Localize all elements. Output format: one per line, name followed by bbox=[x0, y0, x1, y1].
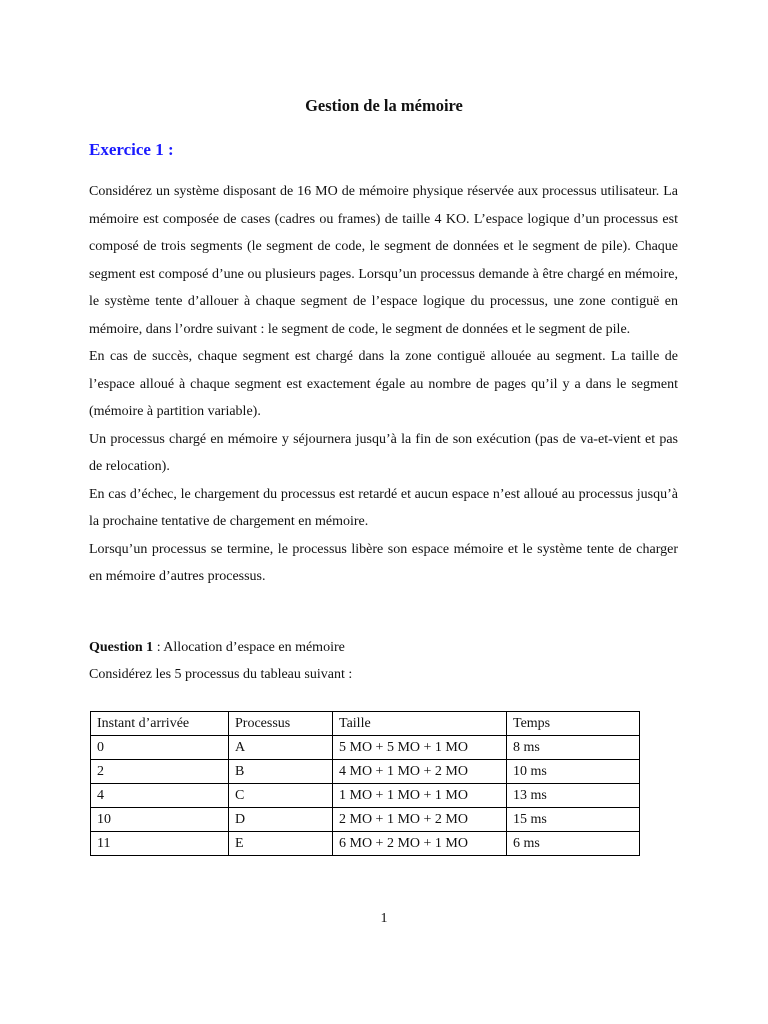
document-title: Gestion de la mémoire bbox=[305, 96, 463, 115]
paragraph: Lorsqu’un processus se termine, le processus libère son espace mémoire et le système tente de charger en mémoire d’autres processus. bbox=[89, 541, 678, 584]
table-cell: 2 bbox=[91, 760, 229, 784]
question-heading bbox=[89, 634, 678, 661]
paragraph: Un processus chargé en mémoire y séjournera jusqu’à la fin de son exécution (pas de va-et-vient et pas de relocation). bbox=[89, 431, 678, 474]
question-label: Question 1 bbox=[89, 640, 154, 655]
question-section bbox=[89, 634, 678, 688]
table-cell: 6 MO + 2 MO + 1 MO bbox=[333, 832, 507, 856]
table-cell: B bbox=[229, 760, 333, 784]
table-cell: 8 ms bbox=[507, 736, 640, 760]
table-cell: 11 bbox=[91, 832, 229, 856]
table-header-cell: Temps bbox=[507, 712, 640, 736]
paragraph: Considérez un système disposant de 16 MO de mémoire physique réservée aux processus utilisateur. La mémoire est composée de cases (cadres ou frames) de taille 4 KO. L’espace logique d’un processus est composé de trois segments (le segment de code, le segment de données et le segment de pile). Chaque segment est composé d’une ou plusieurs pages. Lorsqu’un processus demande à être chargé en mémoire, le système tente d’allouer à chaque segment de l’espace logique du processus, une zone contiguë en mémoire, dans l’ordre suivant : le segment de code, le segment de données et le segment de pile. bbox=[89, 184, 678, 337]
table-cell: 10 bbox=[91, 808, 229, 832]
table-cell: 5 MO + 5 MO + 1 MO bbox=[333, 736, 507, 760]
table-header-row bbox=[91, 712, 640, 736]
table-cell: 6 ms bbox=[507, 832, 640, 856]
table-header-cell: Instant d’arrivée bbox=[91, 712, 229, 736]
table-cell: E bbox=[229, 832, 333, 856]
table-row bbox=[91, 808, 640, 832]
paragraph: En cas de succès, chaque segment est chargé dans la zone contiguë allouée au segment. La taille de l’espace alloué à chaque segment est exactement égale au nombre de pages qu’il y a dans le segment (mémoire à partition variable). bbox=[89, 349, 678, 419]
table-cell: 10 ms bbox=[507, 760, 640, 784]
paragraph: En cas d’échec, le chargement du processus est retardé et aucun espace n’est alloué au processus jusqu’à la prochaine tentative de chargement en mémoire. bbox=[89, 486, 678, 529]
table-row bbox=[91, 784, 640, 808]
table-cell: D bbox=[229, 808, 333, 832]
page-number: 1 bbox=[380, 911, 388, 926]
table-cell: 2 MO + 1 MO + 2 MO bbox=[333, 808, 507, 832]
table-row bbox=[91, 832, 640, 856]
table-cell: 4 MO + 1 MO + 2 MO bbox=[333, 760, 507, 784]
table-cell: A bbox=[229, 736, 333, 760]
table-cell: 4 bbox=[91, 784, 229, 808]
question-intro: Considérez les 5 processus du tableau suivant : bbox=[89, 667, 353, 682]
table-cell: C bbox=[229, 784, 333, 808]
table-row bbox=[91, 760, 640, 784]
table-row bbox=[91, 736, 640, 760]
table-cell: 15 ms bbox=[507, 808, 640, 832]
table-header-cell: Processus bbox=[229, 712, 333, 736]
table-cell: 1 MO + 1 MO + 1 MO bbox=[333, 784, 507, 808]
exercise-body bbox=[89, 178, 678, 591]
table-cell: 13 ms bbox=[507, 784, 640, 808]
process-table bbox=[90, 711, 640, 856]
question-text: : Allocation d’espace en mémoire bbox=[153, 640, 345, 655]
table-cell: 0 bbox=[91, 736, 229, 760]
exercise-heading: Exercice 1 : bbox=[89, 140, 174, 159]
table-header-cell: Taille bbox=[333, 712, 507, 736]
